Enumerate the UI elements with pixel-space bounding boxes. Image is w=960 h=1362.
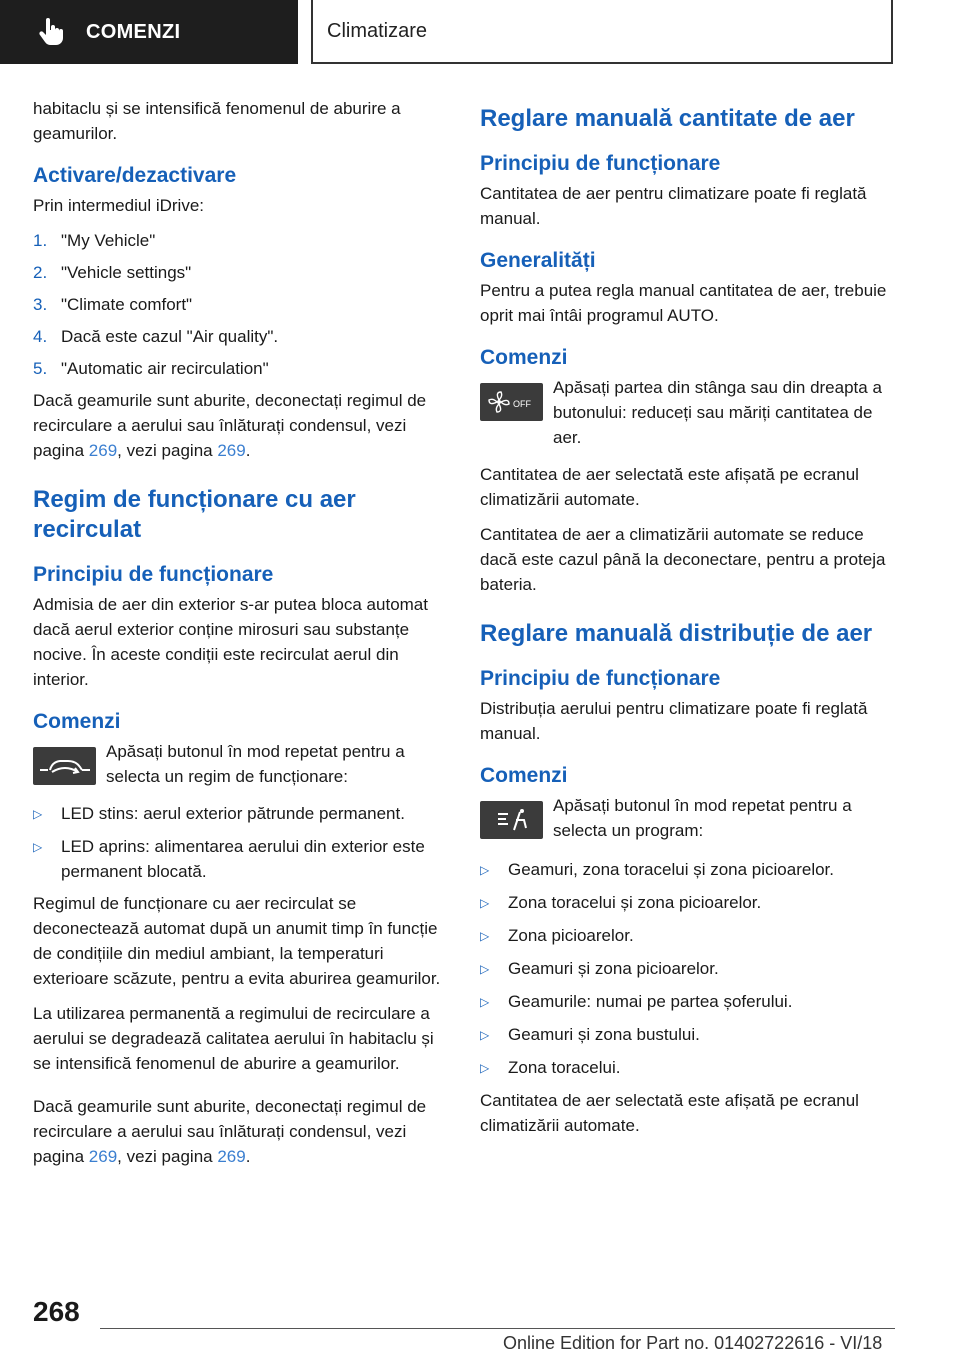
paragraph-admisia: Admisia de aer din exterior s-ar putea bloca automat dacă aerul exterior conține mirosuri sau substanțe nocive. În aceste condiții este recirculat aerul din interior. bbox=[33, 595, 428, 689]
paragraph-generalitati: Pentru a putea regla manual cantitatea de aer, trebuie oprit mai întâi programul AUTO. bbox=[480, 281, 887, 325]
list-item bbox=[480, 956, 895, 982]
steps-list bbox=[33, 228, 448, 381]
step-number: 1. bbox=[33, 231, 48, 250]
paragraph-idrive: Prin intermediul iDrive: bbox=[33, 196, 204, 215]
list-item bbox=[480, 923, 895, 949]
text: , vezi pagina bbox=[117, 1147, 218, 1166]
heading-reglare-cantitate: Reglare manuală cantitate de aer bbox=[480, 105, 855, 132]
heading-generalitati: Generalități bbox=[480, 249, 596, 272]
heading-activare: Activare/dezactivare bbox=[33, 164, 237, 187]
paragraph-button-program: Apăsați butonul în mod repetat pentru a selecta un program: bbox=[553, 796, 852, 840]
edition-text: Online Edition for Part no. 01402722616 - VI/18 bbox=[503, 1333, 883, 1353]
paragraph-afisare: Cantitatea de aer selectată este afișată pe ecranul climatizării automate. bbox=[480, 465, 859, 509]
text: Dacă geamurile sunt aburite, deconectați regimul de recirculare a aerului sau înlăturați condensul, vezi pagina bbox=[33, 391, 427, 460]
paragraph-distributie: Distribuția aerului pentru climatizare poate fi reglată manual. bbox=[480, 699, 868, 743]
heading-comenzi: Comenzi bbox=[480, 346, 568, 369]
bullet-text: Zona picioarelor. bbox=[508, 926, 634, 945]
step-number: 4. bbox=[33, 327, 48, 346]
footer-divider bbox=[100, 1328, 895, 1329]
fan-icon bbox=[485, 388, 539, 416]
section-label: COMENZI bbox=[86, 20, 181, 43]
heading-principiu: Principiu de funcționare bbox=[33, 563, 274, 586]
fan-icon-label: OFF bbox=[512, 399, 531, 409]
section-tab[interactable] bbox=[0, 0, 298, 64]
heading-comenzi: Comenzi bbox=[33, 710, 121, 733]
bullet-text: Zona toracelui și zona picioarelor. bbox=[508, 893, 762, 912]
chapter-header bbox=[311, 0, 893, 64]
button-description bbox=[480, 375, 895, 450]
step-number: 3. bbox=[33, 295, 48, 314]
paragraph-reduce: Cantitatea de aer a climatizării automate se reduce dacă este cazul până la deconectare, pentru a proteja bateria. bbox=[480, 525, 886, 594]
list-item bbox=[33, 801, 448, 827]
heading-principiu: Principiu de funcționare bbox=[480, 152, 721, 175]
text: , vezi pagina bbox=[117, 441, 218, 460]
triangle-bullet-icon: ▷ bbox=[480, 1028, 490, 1042]
bullet-text: Zona toracelui. bbox=[508, 1058, 621, 1077]
triangle-bullet-icon: ▷ bbox=[480, 962, 490, 976]
list-item bbox=[33, 324, 448, 349]
air-distribution-icon bbox=[492, 806, 532, 834]
car-recirculation-icon bbox=[38, 754, 92, 778]
intro-paragraph: habitaclu și se intensifică fenomenul de aburire a geamurilor. bbox=[33, 99, 401, 143]
bullet-text: LED aprins: alimentarea aerului din exterior este permanent blocată. bbox=[61, 837, 425, 881]
left-column bbox=[33, 96, 448, 1179]
page-link[interactable]: 269 bbox=[88, 441, 118, 460]
step-text: Dacă este cazul "Air quality". bbox=[61, 327, 279, 346]
paragraph-button: Apăsați butonul în mod repetat pentru a selecta un regim de funcționare: bbox=[106, 742, 405, 786]
list-item bbox=[480, 989, 895, 1015]
list-item bbox=[480, 890, 895, 916]
led-list bbox=[33, 801, 448, 884]
bullet-text: Geamuri, zona toracelui și zona picioarelor. bbox=[508, 860, 834, 879]
right-column bbox=[480, 96, 895, 1148]
triangle-bullet-icon: ▷ bbox=[480, 929, 490, 943]
paragraph-final: Cantitatea de aer selectată este afișată pe ecranul climatizării automate. bbox=[480, 1091, 859, 1135]
paragraph-utilizare: La utilizarea permanentă a regimului de recirculare a aerului se degradează calitatea aerului în habitaclu și se intensifică fenomenul de aburire a geamurilor. bbox=[33, 1004, 434, 1073]
triangle-bullet-icon: ▷ bbox=[480, 1061, 490, 1075]
text: Dacă geamurile sunt aburite, deconectați regimul de recirculare a aerului sau înlăturați condensul, vezi pagina bbox=[33, 1097, 427, 1166]
recirculation-button-icon bbox=[33, 747, 96, 785]
list-item bbox=[33, 356, 448, 381]
paragraph-regimul: Regimul de funcționare cu aer recirculat se deconectează automat după un anumit timp în funcție de condițiile din mediul ambiant, la temperaturi exterioare scăzute, pentru a evita aburirea geamurilor. bbox=[33, 894, 441, 988]
page-number: 268 bbox=[33, 1296, 80, 1327]
fan-button-icon bbox=[480, 383, 543, 421]
list-item bbox=[480, 1022, 895, 1048]
bullet-text: LED stins: aerul exterior pătrunde permanent. bbox=[61, 804, 405, 823]
list-item bbox=[33, 292, 448, 317]
paragraph-button-fan: Apăsați partea din stânga sau din dreapta a butonului: reduceți sau măriți cantitatea de aer. bbox=[553, 378, 882, 447]
bullet-text: Geamurile: numai pe partea șoferului. bbox=[508, 992, 793, 1011]
list-item bbox=[480, 1055, 895, 1081]
pointing-hand-icon bbox=[36, 17, 66, 47]
step-number: 5. bbox=[33, 359, 48, 378]
chapter-title: Climatizare bbox=[327, 19, 428, 42]
paragraph-cantitate: Cantitatea de aer pentru climatizare poate fi reglată manual. bbox=[480, 184, 867, 228]
heading-comenzi: Comenzi bbox=[480, 764, 568, 787]
step-text: "Automatic air recirculation" bbox=[61, 359, 269, 378]
step-text: "Vehicle settings" bbox=[61, 263, 192, 282]
list-item bbox=[33, 260, 448, 285]
triangle-bullet-icon: ▷ bbox=[33, 807, 43, 821]
page-link[interactable]: 269 bbox=[217, 441, 246, 460]
paragraph-condens-1 bbox=[33, 388, 448, 463]
heading-reglare-distributie: Reglare manuală distribuție de aer bbox=[480, 620, 873, 647]
heading-regim-recirculat: Regim de funcționare cu aer recirculat bbox=[33, 486, 356, 543]
heading-principiu: Principiu de funcționare bbox=[480, 667, 721, 690]
list-item bbox=[33, 228, 448, 253]
button-description bbox=[33, 739, 448, 789]
text: . bbox=[245, 441, 251, 460]
button-description bbox=[480, 793, 895, 843]
list-item bbox=[33, 834, 448, 884]
air-distribution-button-icon bbox=[480, 801, 543, 839]
bullet-text: Geamuri și zona picioarelor. bbox=[508, 959, 719, 978]
list-item bbox=[480, 857, 895, 883]
triangle-bullet-icon: ▷ bbox=[480, 863, 490, 877]
triangle-bullet-icon: ▷ bbox=[480, 995, 490, 1009]
step-text: "My Vehicle" bbox=[61, 231, 156, 250]
page-link[interactable]: 269 bbox=[217, 1147, 246, 1166]
bullet-text: Geamuri și zona bustului. bbox=[508, 1025, 700, 1044]
program-list bbox=[480, 857, 895, 1081]
triangle-bullet-icon: ▷ bbox=[480, 896, 490, 910]
triangle-bullet-icon: ▷ bbox=[33, 840, 43, 854]
step-text: "Climate comfort" bbox=[61, 295, 193, 314]
page-link[interactable]: 269 bbox=[88, 1147, 118, 1166]
text: . bbox=[245, 1147, 251, 1166]
paragraph-condens-2 bbox=[33, 1094, 448, 1169]
step-number: 2. bbox=[33, 263, 48, 282]
